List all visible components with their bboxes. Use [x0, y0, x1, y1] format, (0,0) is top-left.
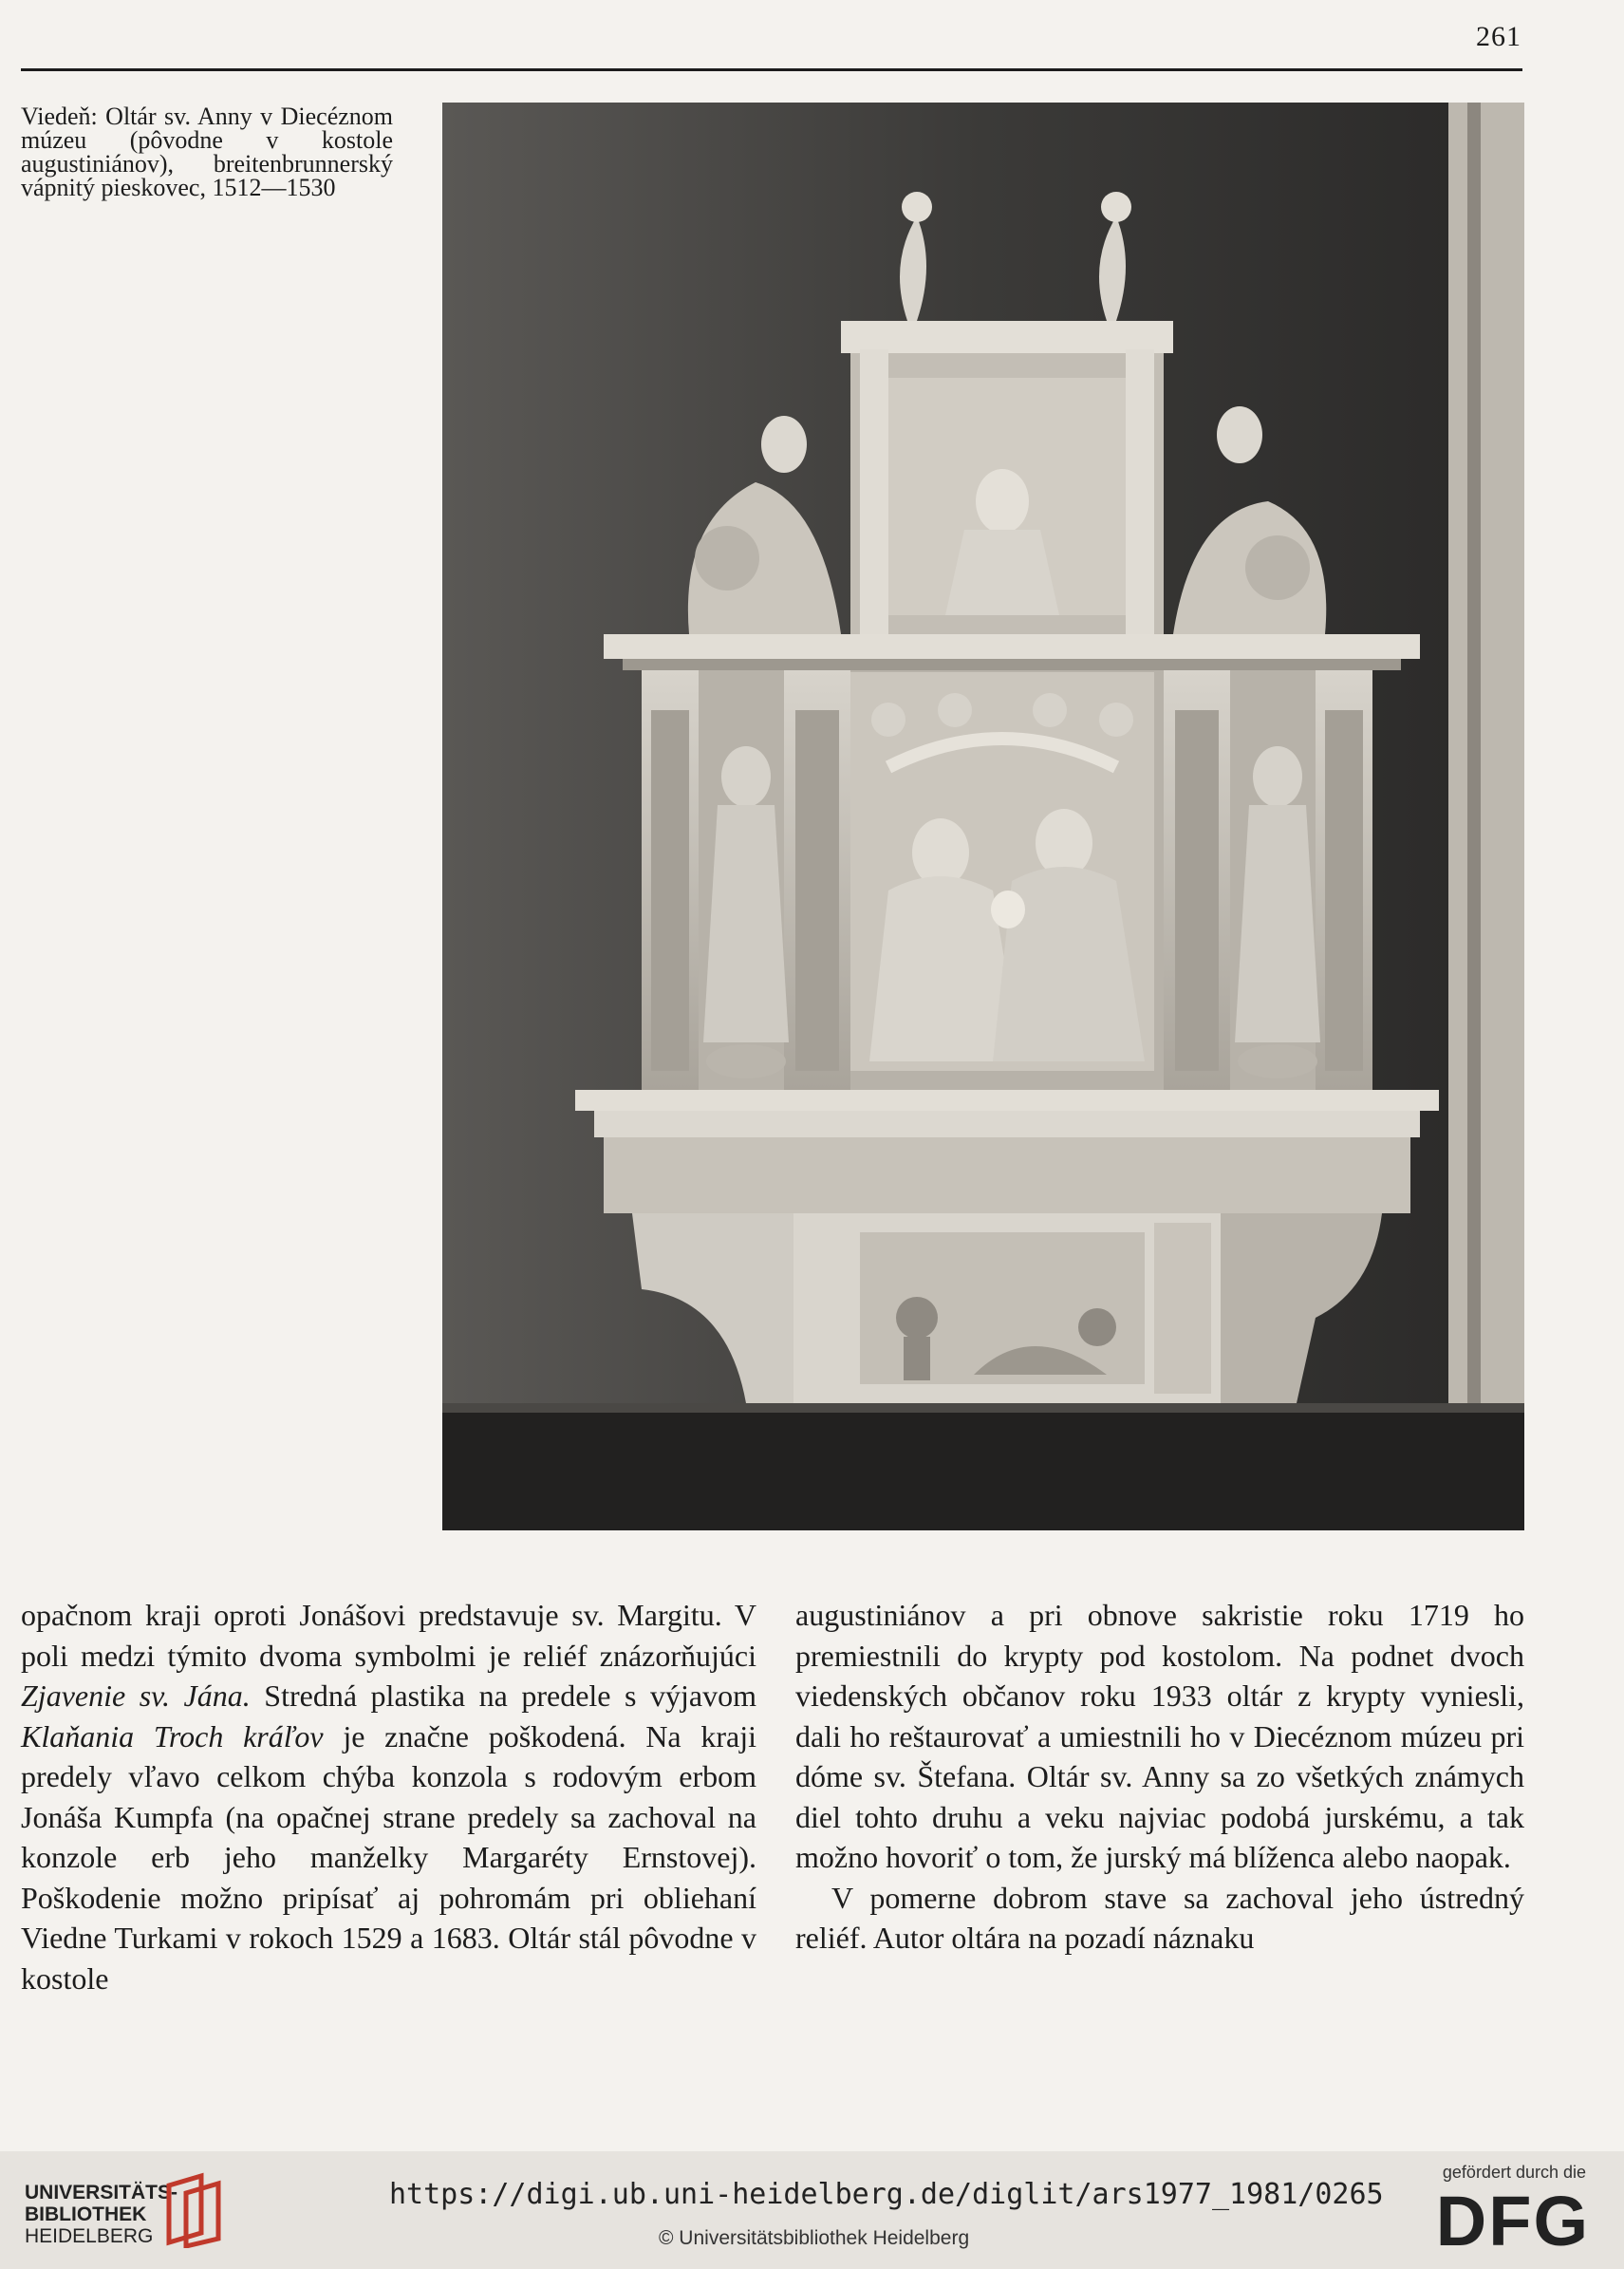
body-text-run: V pomerne dobrom stave sa zachoval jeho ústredný reliéf. Autor oltára na pozadí náznaku — [795, 1880, 1524, 1955]
footer-band — [0, 2151, 1624, 2269]
altar-illustration — [442, 103, 1524, 1530]
dfg-logo: DFG — [1435, 2182, 1590, 2260]
altar-photograph — [442, 103, 1524, 1530]
italic-title-text: Klaňania Troch kráľov — [21, 1718, 324, 1753]
library-name — [25, 2182, 177, 2247]
body-text-run: Stredná plastika na predele s výjavom — [250, 1678, 756, 1713]
body-paragraph — [21, 1595, 756, 1998]
italic-title-text: Zjavenie sv. Jána. — [21, 1678, 251, 1713]
library-name-line3: HEIDELBERG — [25, 2225, 154, 2247]
right-text-column — [795, 1595, 1524, 1959]
body-text-run: je značne poškodená. Na kraji predely vľavo celkom chýba konzola s rodovým erbom Jonáša Kumpfa (na opačnej strane predely sa zachoval na konzole erb jeho manželky Margaréty Ernstovej). Poškodenie možno pripísať aj pohromám pri obliehaní Viedne Turkami v rokoch 1529 a 1683. Oltár stál pôvodne v kostole — [21, 1718, 757, 1996]
page-number: 261 — [1476, 21, 1521, 52]
copyright-notice: © Universitätsbibliothek Heidelberg — [659, 2227, 970, 2249]
body-text-run: opačnom kraji oproti Jonášovi predstavuje sv. Margitu. V poli medzi týmito dvoma symbolmi je reliéf znázorňujúci — [21, 1598, 756, 1673]
library-name-line2: BIBLIOTHEK — [25, 2203, 147, 2225]
body-paragraph — [795, 1878, 1524, 1959]
body-text-run: augustiniánov a pri obnove sakristie roku 1719 ho premiestnili do krypty pod kostolom. Na podnet dvoch viedenských občanov roku 1933 oltár z krypty vyniesli, dali ho reštaurovať a umiestnili ho v Diecéznom múzeu pri dóme sv. Štefana. Oltár sv. Anny sa zo všetkých známych diel tohto druhu a veku najviac podobá jurskému, a tak možno hovoriť o tom, že jurský má blíženca alebo naopak. — [795, 1598, 1524, 1874]
body-paragraph — [795, 1595, 1524, 1878]
header-rule — [21, 68, 1522, 71]
funder-label: gefördert durch die — [1442, 2163, 1586, 2182]
figure-caption: Viedeň: Oltár sv. Anny v Diecéznom múzeu (pôvodne v kostole augustiniánov), breitenbrunnerský vápnitý pieskovec, 1512—1530 — [21, 103, 393, 201]
library-logo-icon — [163, 2172, 224, 2248]
digital-copy-url[interactable]: https://digi.ub.uni-heidelberg.de/diglit/ars1977_1981/0265 — [389, 2178, 1384, 2211]
left-text-column — [21, 1595, 756, 1998]
library-name-line1: UNIVERSITÄTS- — [25, 2182, 178, 2203]
